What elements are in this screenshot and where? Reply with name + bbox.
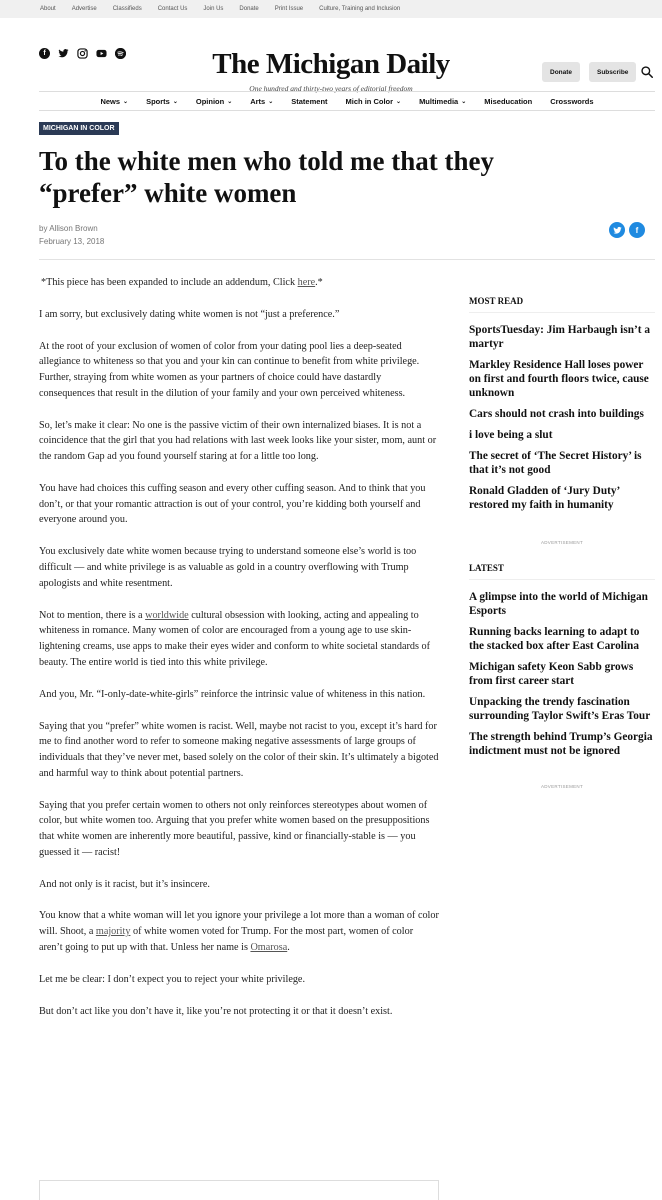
paragraph: Not to mention, there is a worldwide cultural obsession with looking, acting and appealing to whiteness in romance. Many women of color are encouraged from a young age to use skin-lightening creams, use apps to make their eyes wider and conform to white societal standards of beauty. The entire world is tied into this white privilege. bbox=[39, 609, 430, 668]
most-read-item[interactable]: SportsTuesday: Jim Harbaugh isn’t a martyr bbox=[469, 324, 650, 350]
latest-title: LATEST bbox=[469, 563, 655, 580]
article-title: To the white men who told me that they “prefer” white women bbox=[39, 146, 494, 208]
advertisement-label: ADVERTISEMENT bbox=[540, 540, 584, 545]
chevron-down-icon: ⌄ bbox=[172, 98, 178, 105]
most-read-item[interactable]: Markley Residence Hall loses power on first and fourth floors twice, cause unknown bbox=[469, 359, 649, 399]
topbar-link-donate[interactable]: Donate bbox=[239, 6, 259, 12]
topbar-link-contact[interactable]: Contact Us bbox=[157, 6, 188, 12]
topbar-link-join[interactable]: Join Us bbox=[203, 6, 224, 12]
most-read-item[interactable]: Ronald Gladden of ‘Jury Duty’ restored my faith in humanity bbox=[469, 485, 620, 511]
latest-item[interactable]: A glimpse into the world of Michigan Esports bbox=[469, 591, 648, 617]
latest-item[interactable]: Michigan safety Keon Sabb grows from first career start bbox=[469, 661, 634, 687]
chevron-down-icon: ⌄ bbox=[227, 98, 233, 105]
donate-button[interactable]: Donate bbox=[542, 62, 580, 82]
facebook-icon: f bbox=[635, 225, 639, 235]
nav-item-opinion[interactable]: Opinion ⌄ bbox=[195, 96, 233, 106]
paragraph: Saying that you “prefer” white women is racist. Well, maybe not racist to you, except it’s hard for me to find another word to refer to someone making negative assessments of large groups of individuals that they’ve never met, based solely on the color of their skin. It’s ultimately a bigoted and harmful way to think about potential partners. bbox=[39, 720, 439, 779]
paragraph: I am sorry, but exclusively dating white women is not “just a preference.” bbox=[39, 308, 340, 320]
sidebar bbox=[469, 296, 655, 789]
nav-item-news[interactable]: News ⌄ bbox=[100, 96, 129, 106]
facebook-icon[interactable]: f bbox=[39, 48, 50, 59]
nav-item-sports[interactable]: Sports ⌄ bbox=[146, 96, 178, 106]
nav-item-mich-in-color[interactable]: Mich in Color ⌄ bbox=[345, 96, 402, 106]
addendum-note: *This piece has been expanded to include an addendum, Click here.* bbox=[41, 277, 323, 288]
paragraph: So, let’s make it clear: No one is the passive victim of their own internalized biases. It is not a coincidence that the girl that you had relations with last week looks like your sister, mom, aunt or the random Gap ad you found yourself staring at for a little too long. bbox=[39, 419, 437, 463]
publish-date: February 13, 2018 bbox=[39, 237, 105, 246]
header-divider bbox=[39, 259, 655, 260]
byline: by Allison Brown bbox=[39, 224, 98, 233]
utility-bar bbox=[0, 0, 662, 18]
embed-box bbox=[39, 1180, 439, 1200]
nav-item-arts[interactable]: Arts ⌄ bbox=[250, 96, 274, 106]
twitter-icon bbox=[613, 226, 622, 235]
latest-item[interactable]: Running backs learning to adapt to the stacked box after East Carolina bbox=[469, 626, 640, 652]
chevron-down-icon: ⌄ bbox=[123, 98, 129, 105]
most-read-item[interactable]: i love being a slut bbox=[469, 429, 553, 441]
advertisement-label: ADVERTISEMENT bbox=[540, 784, 584, 789]
paragraph: And you, Mr. “I-only-date-white-girls” reinforce the intrinsic value of whiteness in this nation. bbox=[39, 688, 426, 700]
share-facebook-button[interactable] bbox=[629, 222, 645, 238]
subscribe-button[interactable]: Subscribe bbox=[589, 62, 636, 82]
addendum-link[interactable]: here bbox=[297, 277, 316, 288]
paragraph: Saying that you prefer certain women to others not only reinforces stereotypes about women of color, but white women too. Arguing that you prefer white women based on the presuppositions that white women are inherently more beautiful, passive, kind or financially-stable is — you guessed it — racist! bbox=[39, 799, 430, 858]
search-icon[interactable] bbox=[640, 65, 654, 79]
nav-item-multimedia[interactable]: Multimedia ⌄ bbox=[419, 96, 467, 106]
nav-item-statement[interactable]: Statement bbox=[291, 96, 328, 106]
worldwide-link[interactable]: worldwide bbox=[145, 609, 189, 621]
article-body bbox=[39, 275, 439, 1036]
category-badge[interactable]: MICHIGAN IN COLOR bbox=[39, 122, 119, 135]
share-twitter-button[interactable] bbox=[609, 222, 625, 238]
chevron-down-icon: ⌄ bbox=[396, 98, 402, 105]
paragraph: You have had choices this cuffing season and every other cuffing season. And to think that you don’t, or that your romantic attraction is out of your control, you’re kidding both yourself and everyone around you. bbox=[39, 483, 426, 526]
author-link[interactable]: Allison Brown bbox=[49, 224, 98, 233]
nav-item-miseducation[interactable]: Miseducation bbox=[484, 96, 533, 106]
latest-item[interactable]: The strength behind Trump’s Georgia indictment must not be ignored bbox=[469, 731, 653, 757]
latest-item[interactable]: Unpacking the trendy fascination surrounding Taylor Swift’s Eras Tour bbox=[469, 696, 651, 722]
masthead bbox=[0, 18, 662, 93]
chevron-down-icon: ⌄ bbox=[268, 98, 274, 105]
paragraph: Let me be clear: I don’t expect you to reject your white privilege. bbox=[39, 973, 305, 985]
paragraph: But don’t act like you don’t have it, like you’re not protecting it or that it doesn’t exist. bbox=[39, 1005, 393, 1017]
topbar-link-about[interactable]: About bbox=[40, 6, 56, 12]
site-tagline: One hundred and thirty-two years of editorial freedom bbox=[249, 84, 413, 93]
paragraph: You know that a white woman will let you ignore your privilege a lot more than a woman of color will. Shoot, a majority of white women voted for Trump. For the most part, women of color aren’t going to put up with that. Unless her name is Omarosa. bbox=[39, 910, 439, 953]
site-logo[interactable]: The Michigan Daily bbox=[212, 48, 450, 80]
main-nav bbox=[39, 91, 655, 111]
most-read-title: MOST READ bbox=[469, 296, 655, 313]
most-read-item[interactable]: The secret of ‘The Secret History’ is that it’s not good bbox=[469, 450, 642, 476]
topbar-link-print-issue[interactable]: Print Issue bbox=[274, 6, 304, 12]
topbar-link-culture[interactable]: Culture, Training and Inclusion bbox=[319, 6, 401, 12]
nav-item-crosswords[interactable]: Crosswords bbox=[550, 96, 594, 106]
paragraph: You exclusively date white women because trying to understand someone else’s world is too difficult — and white privilege is as valuable as gold in a country overflowing with Trump apologists and white resentment. bbox=[39, 546, 417, 589]
topbar-link-classifieds[interactable]: Classifieds bbox=[112, 6, 142, 12]
paragraph: At the root of your exclusion of women of color from your dating pool lies a deep-seated allegiance to whiteness so that you and your kin can continue to benefit from white privilege. Further, straying from white women as your partners of choice could have dastardly consequences that result in the dilution of your family and your own perceived whiteness. bbox=[39, 340, 420, 399]
paragraph: And not only is it racist, but it’s insincere. bbox=[39, 878, 210, 890]
most-read-item[interactable]: Cars should not crash into buildings bbox=[469, 408, 644, 420]
majority-link[interactable]: majority bbox=[95, 926, 131, 938]
omarosa-link[interactable]: Omarosa bbox=[250, 941, 288, 953]
topbar-link-advertise[interactable]: Advertise bbox=[71, 6, 97, 12]
chevron-down-icon: ⌄ bbox=[461, 98, 467, 105]
